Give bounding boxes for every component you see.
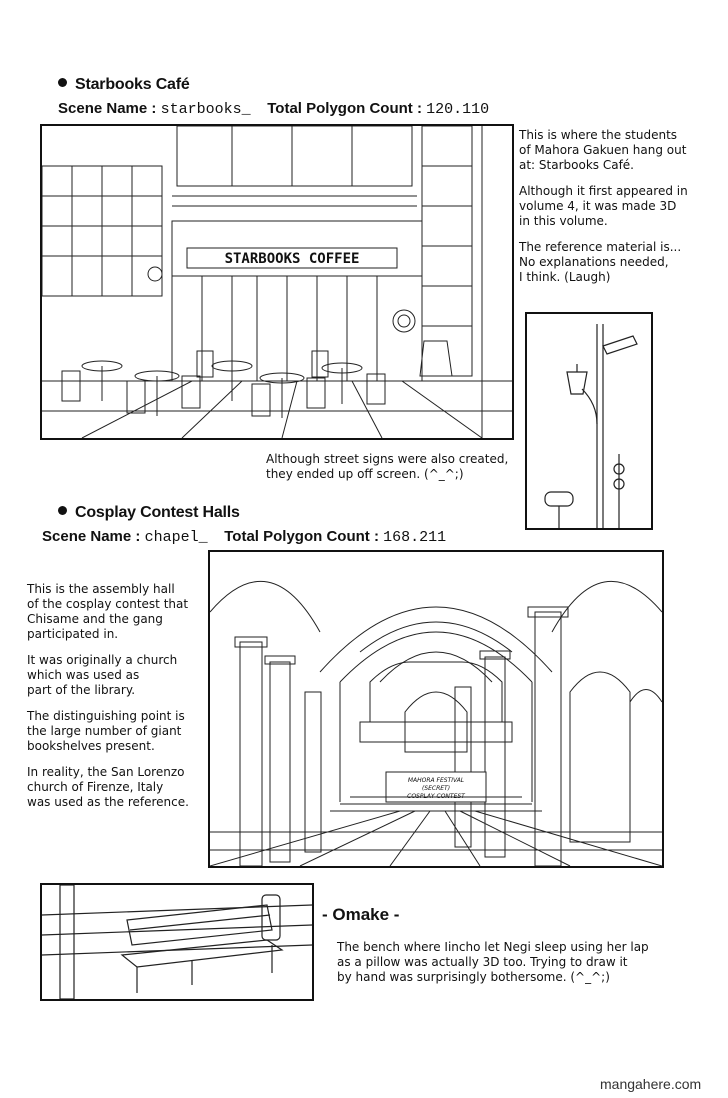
omake-title: - Omake - (322, 905, 400, 924)
starbooks-note-2: Although it first appeared in volume 4, it was made 3D in this volume. (519, 184, 688, 228)
omake-text: The bench where Iincho let Negi sleep using her lap as a pillow was actually 3D too. Trying to draw it by hand was surprisingly bothersome. (^_^;) (337, 940, 649, 984)
starbooks-sign: STARBOOKS COFFEE (224, 251, 360, 267)
starbooks-illustration (40, 124, 514, 440)
starbooks-note-1: This is where the students of Mahora Gakuen hang out at: Starbooks Café. (519, 128, 687, 172)
cafe-drawing-icon (42, 126, 512, 438)
bullet-icon (58, 78, 67, 87)
bench-illustration (40, 883, 314, 1001)
cosplay-note-4: In reality, the San Lorenzo church of Firenze, Italy was used as the reference. (27, 765, 189, 809)
scene-label: Scene Name : (58, 100, 157, 117)
cosplay-title-text: Cosplay Contest Halls (75, 504, 240, 521)
cosplay-note-1: This is the assembly hall of the cosplay contest that Chisame and the gang participated in. (27, 582, 189, 641)
scene-label: Scene Name : (42, 528, 141, 545)
cosplay-scene-line (42, 528, 446, 546)
polygon-label: Total Polygon Count : (224, 528, 379, 545)
starbooks-scene-line (58, 100, 489, 118)
banner-line-2: (SECRET) (421, 785, 451, 792)
banner-line-3: COSPLAY CONTEST (407, 793, 465, 800)
street-lamp-illustration (525, 312, 653, 530)
cosplay-title (58, 504, 240, 522)
polygon-label: Total Polygon Count : (267, 100, 422, 117)
chapel-drawing-icon (210, 552, 662, 866)
scene-value: starbooks_ (160, 101, 251, 118)
polygon-value: 120.110 (426, 101, 490, 118)
chapel-illustration (208, 550, 664, 868)
street-lamp-icon (527, 314, 651, 528)
cosplay-note-3: The distinguishing point is the large number of giant bookshelves present. (27, 709, 185, 753)
banner-line-1: MAHORA FESTIVAL (407, 777, 465, 784)
cosplay-notes (27, 582, 207, 821)
starbooks-note-3: The reference material is... No explanations needed, I think. (Laugh) (519, 240, 682, 284)
bullet-icon (58, 506, 67, 515)
starbooks-title-text: Starbooks Café (75, 76, 190, 93)
starbooks-notes (519, 128, 719, 296)
starbooks-title (58, 76, 190, 94)
cosplay-note-2: It was originally a church which was used as part of the library. (27, 653, 178, 697)
polygon-value: 168.211 (383, 529, 447, 546)
watermark: mangahere.com (600, 1076, 702, 1092)
bench-drawing-icon (42, 885, 312, 999)
starbooks-caption: Although street signs were also created, they ended up off screen. (^_^;) (266, 452, 509, 481)
scene-value: chapel_ (144, 529, 208, 546)
